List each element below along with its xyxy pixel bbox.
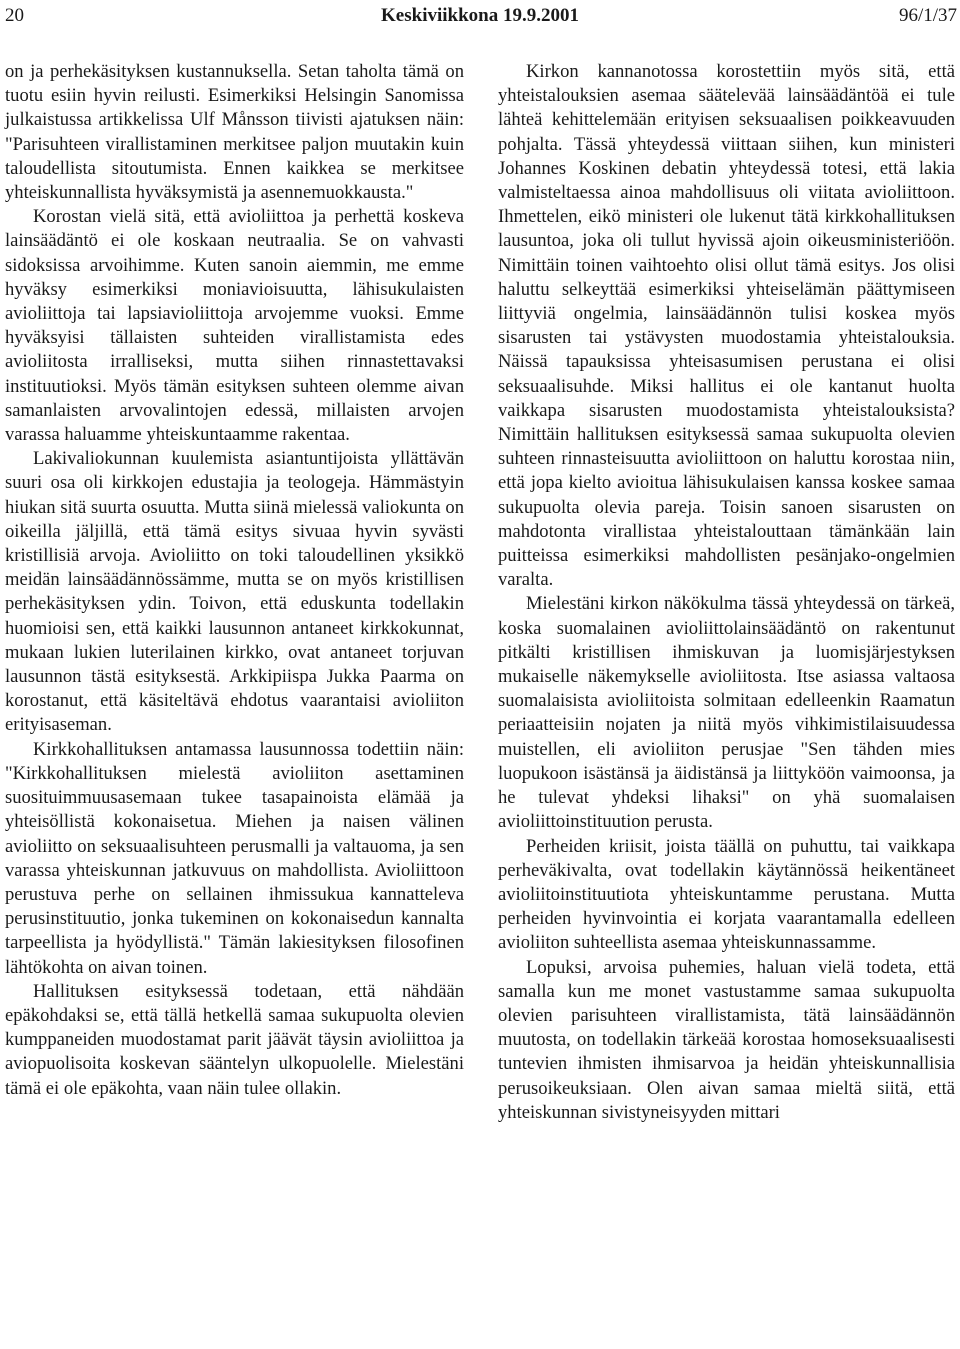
left-column xyxy=(5,60,464,1101)
right-column xyxy=(498,60,955,1125)
paragraph: Lakivaliokunnan kuulemista asiantuntijoista yllättävän suuri osa oli kirkkojen edustajia ja teologeja. Hämmästyin hiukan sitä suurta osuutta. Mutta siinä mielessä valiokunta on oikeilla jäljillä, että tämä esitys sivuaa hyvin syvästi kristillisiä arvoja. Avioliitto on toki taloudellinen yksikkö meidän lainsäädännössämme, mutta se on myös kristillisen perhekäsityksen ydin. Toivon, että eduskunta todellakin huomioisi sen, että kaikki lausunnon antaneet kirkkokunnat, mukaan lukien luterilainen kirkko, ovat antaneet torjuvan lausunnon tästä esityksestä. Arkkipiispa Jukka Paarma on korostanut, että käsiteltävä ehdotus vaarantaisi avioliiton erityisaseman. xyxy=(5,448,464,736)
session-date: Keskiviikkona 19.9.2001 xyxy=(381,5,579,26)
paragraph: Perheiden kriisit, joista täällä on puhuttu, tai vaikkapa perheväkivalta, ovat todellakin käytännössä heikentäneet avioliitoinstituutiota yhteiskuntamme perustana. Mutta perheiden hyvinvointia ei korjata vaarantamalla edelleen avioliiton suhteellista asemaa yhteiskunnassamme. xyxy=(498,835,955,954)
paragraph: Mielestäni kirkon näkökulma tässä yhteydessä on tärkeä, koska suomalainen avioliittolainsäädäntö on rakentunut pitkälti kristillisen ihmiskuvan ja luomisjärjestyksen mukaiselle näkemykselle avioliitosta. Itse asiassa valtaosa suomalaisista avioliitoista solmitaan edelleenkin Raamatun periaatteisiin nojaten ja niitä myös vihkimistilaisuudessa muistellen, eli avioliiton perusjae "Sen tähden mies luopukoon isästänsä ja äidistänsä ja liittyköön vaimoonsa, ja he tulevat yhdeksi lihaksi" on yhä suomalaisen avioliittoinstituution perusta. xyxy=(498,593,955,833)
paragraph: on ja perhekäsityksen kustannuksella. Setan taholta tämä on tuotu esiin hyvin reilusti. Esimerkiksi Helsingin Sanomissa julkaistussa artikkelissa Ulf Månsson tiivisti ajatuksen näin: "Parisuhteen virallistaminen merkitsee paljon muutakin kuin taloudellista sitoutumista. Ennen kaikkea se merkitsee yhteiskunnallista hyväksymistä ja asennemuokkausta." xyxy=(5,61,464,204)
paragraph: Korostan vielä sitä, että avioliittoa ja perhettä koskeva lainsäädäntö ei ole koskaan neutraalia. Se on vahvasti sidoksissa arvoihimme. Kuten sanoin aiemmin, me emme hyväksy esimerkiksi moniavioisuutta, lähisukulaisten avioliittoja tai lapsiavioliittoja arvojemme vuoksi. Emme hyväksyisi tällaisten suhteiden virallistamista edes avioliitosta irralliseksi, mutta siihen rinnastettavaksi instituutioksi. Myös tämän esityksen suhteen olemme aivan samanlaisten arvovalintojen edessä, millaisten arvojen varassa haluamme yhteiskuntaamme rakentaa. xyxy=(5,206,464,446)
page-number: 20 xyxy=(5,5,24,26)
paragraph: Hallituksen esityksessä todetaan, että nähdään epäkohdaksi se, että tällä hetkellä samaa sukupuolta olevien kumppaneiden muodostamat parit jäävät täysin avioliittoa ja aviopuolisoita koskevan sääntelyn ulkopuolelle. Mielestäni tämä ei ole epäkohta, vaan näin tulee ollakin. xyxy=(5,980,464,1099)
paragraph: Kirkon kannanotossa korostettiin myös sitä, että yhteistalouksien asemaa säätelevää lainsäädäntöä ei tule lähteä kehittelemään erityisen seksuaalisen poikkeavuuden pohjalta. Tässä yhteydessä viittaan siihen, kun ministeri Johannes Koskinen debatin yhteydessä totesi, että lakia valmisteltaessa ainoa mahdollisuus oli viitata avioliittoon. Ihmettelen, eikö ministeri ole lukenut tätä kirkkohallituksen lausuntoa, joka oli tullut hyvissä ajoin oikeusministeriöön. Nimittäin toinen vaihtoehto olisi ollut tämä esitys. Jos olisi haluttu selkeyttää esimerkiksi yhteiselämän päättymiseen liittyviä ongelmia, lainsäädännön tulisi koskea myös sisarusten tai ystävysten muodostamia yhteistalouksia. Näissä tapauksissa yhteisasumisen perustana ei olisi seksuaalisuhde. Miksi hallitus ei ole kantanut huolta vaikkapa sisarusten muodostamista yhteistalouksista? Nimittäin hallituksen esityksessä samaa sukupuolta olevien suhteen rinnasteisuutta avioliittoon on haluttu korostaa niin, että jopa kielto avioitua lähisukulaisen kanssa koskee samaa sukupuolta olevia pareja. Toisin sanoen sisarusten on mahdotonta virallistaa yhteistalouttaan tämänkään lain puitteissa esimerkiksi mahdollisten pesänjako-ongelmien varalta. xyxy=(498,61,955,591)
paragraph: Kirkkohallituksen antamassa lausunnossa todettiin näin: "Kirkkohallituksen mielestä avioliiton asettaminen suosituimmuusasemaan tukee tasapainoista elämää ja yhteisöllistä kokonaisetua. Miehen ja naisen välinen avioliitto on seksuaalisuhteen perusmalli ja valtauoma, ja sen varassa yhteiskunnan jatkuvuus on mahdollista. Avioliittoon perustuva perhe on sellainen ihmissukua kannatteleva perusinstituutio, jonka tukeminen on kokonaisedun kannalta tarpeellista ja hyödyllistä." Tämän lakiesityksen filosofinen lähtökohta on aivan toinen. xyxy=(5,738,464,978)
document-reference: 96/1/37 xyxy=(898,5,957,26)
page-header xyxy=(0,2,960,30)
paragraph: Lopuksi, arvoisa puhemies, haluan vielä todeta, että samalla kun me monet vastustamme samaa sukupuolta olevien parisuhteen virallistamista, tätä lainsäädännön muutosta, on todellakin tärkeää korostaa homoseksuaalisesti tuntevien ihmisten ihmisarvoa ja heidän yhteiskunnallisia perusoikeuksiaan. Olen aivan samaa mieltä siitä, että yhteiskunnan sivistyneisyyden mittari xyxy=(498,956,955,1123)
